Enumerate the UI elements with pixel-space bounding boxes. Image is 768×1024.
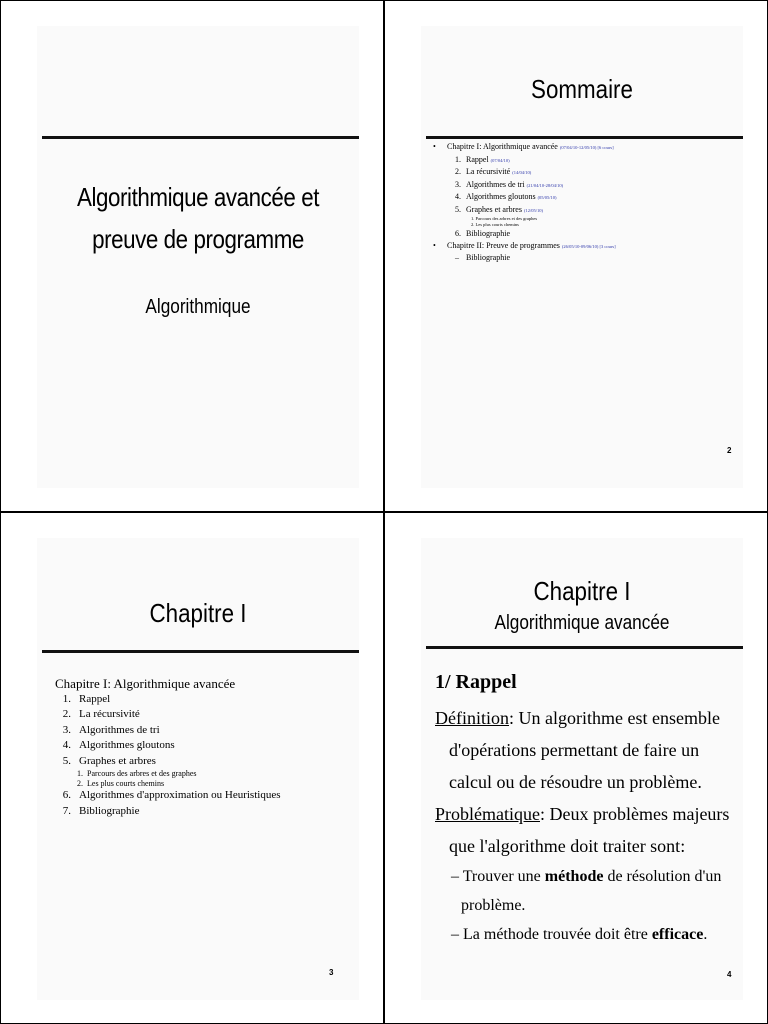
toc-item: • Chapitre II: Preuve de programmes (26/05/10-09/06/10) [3 cours] [433,240,616,250]
toc-subitem: 1. Parcours des arbres et des graphes [471,216,538,221]
title-line-1: Algorithmique avancée et [76,182,320,212]
slide-4-title: Chapitre I [533,576,631,606]
toc-item: 2. La récursivité (14/04/10) [455,167,532,176]
problem-line-1: Problématique: Deux problèmes majeurs [435,804,730,824]
problem-line-2: que l'algorithme doit traiter sont: [449,836,686,856]
slide-4-body [435,666,743,949]
slide-2-title: Sommaire [531,74,633,104]
slide-1-frame [0,0,384,512]
title-rule [426,646,743,649]
section-heading: 1/ Rappel [435,671,517,693]
outline-item: 5. Graphes et arbres [62,754,156,767]
definition-line-2: d'opérations permettant de faire un [449,740,700,760]
slide-1-title [60,176,337,260]
slide-4-frame [384,512,768,1024]
toc-item: 4. Algorithmes gloutons (05/05/10) [455,192,557,201]
definition-line-3: calcul ou de résoudre un problème. [449,772,702,792]
toc-item: 6. Bibliographie [455,229,510,238]
slide-4 [421,538,743,1000]
slide-3 [37,538,359,1000]
slide-1-subtitle: Algorithmique [145,296,251,318]
chapter-outline [55,676,355,819]
outline-item: 1. Rappel [62,692,111,705]
toc-item: 3. Algorithmes de tri (21/04/10-28/04/10) [455,179,564,189]
outline-item: 3. Algorithmes de tri [62,723,160,736]
title-rule [42,136,359,139]
slide-2 [421,26,743,488]
outline-subitem: 2. Les plus courts chemins [77,778,165,788]
table-of-contents [433,141,733,264]
title-rule [426,136,743,139]
toc-subitem: 2. Les plus courts chemins [471,222,519,227]
bullet-point-2: – La méthode trouvée doit être efficace. [451,926,708,943]
page-number: 3 [329,968,334,977]
slide-2-frame [384,0,768,512]
page-number: 4 [727,970,732,979]
outline-item: 2. La récursivité [62,708,140,720]
title-rule [42,650,359,653]
slide-3-frame [0,512,384,1024]
outline-item: 4. Algorithmes gloutons [62,739,175,751]
toc-item: – Bibliographie [455,253,510,262]
title-line-2: preuve de programme [92,224,304,254]
slide-4-subtitle: Algorithmique avancée [494,612,670,634]
bullet-point-1: – Trouver une méthode de résolution d'un [451,868,722,885]
bullet-point-1-continued: problème. [461,897,526,914]
outline-subitem: 1. Parcours des arbres et des graphes [77,769,197,778]
slide-1 [37,26,359,488]
toc-item: 5. Graphes et arbres (12/05/10) [455,204,543,214]
page-number: 2 [727,446,732,455]
outline-item: 7. Bibliographie [62,804,140,817]
definition-line-1: Définition: Un algorithme est ensemble [435,708,720,728]
outline-heading: Chapitre I: Algorithmique avancée [55,676,236,691]
slide-3-title: Chapitre I [149,598,247,628]
outline-item: 6. Algorithmes d'approximation ou Heuristiques [62,789,281,801]
toc-item: • Chapitre I: Algorithmique avancée (07/04/10-12/05/10) [6 cours] [433,142,614,151]
toc-item: 1. Rappel (07/04/10) [455,154,510,164]
